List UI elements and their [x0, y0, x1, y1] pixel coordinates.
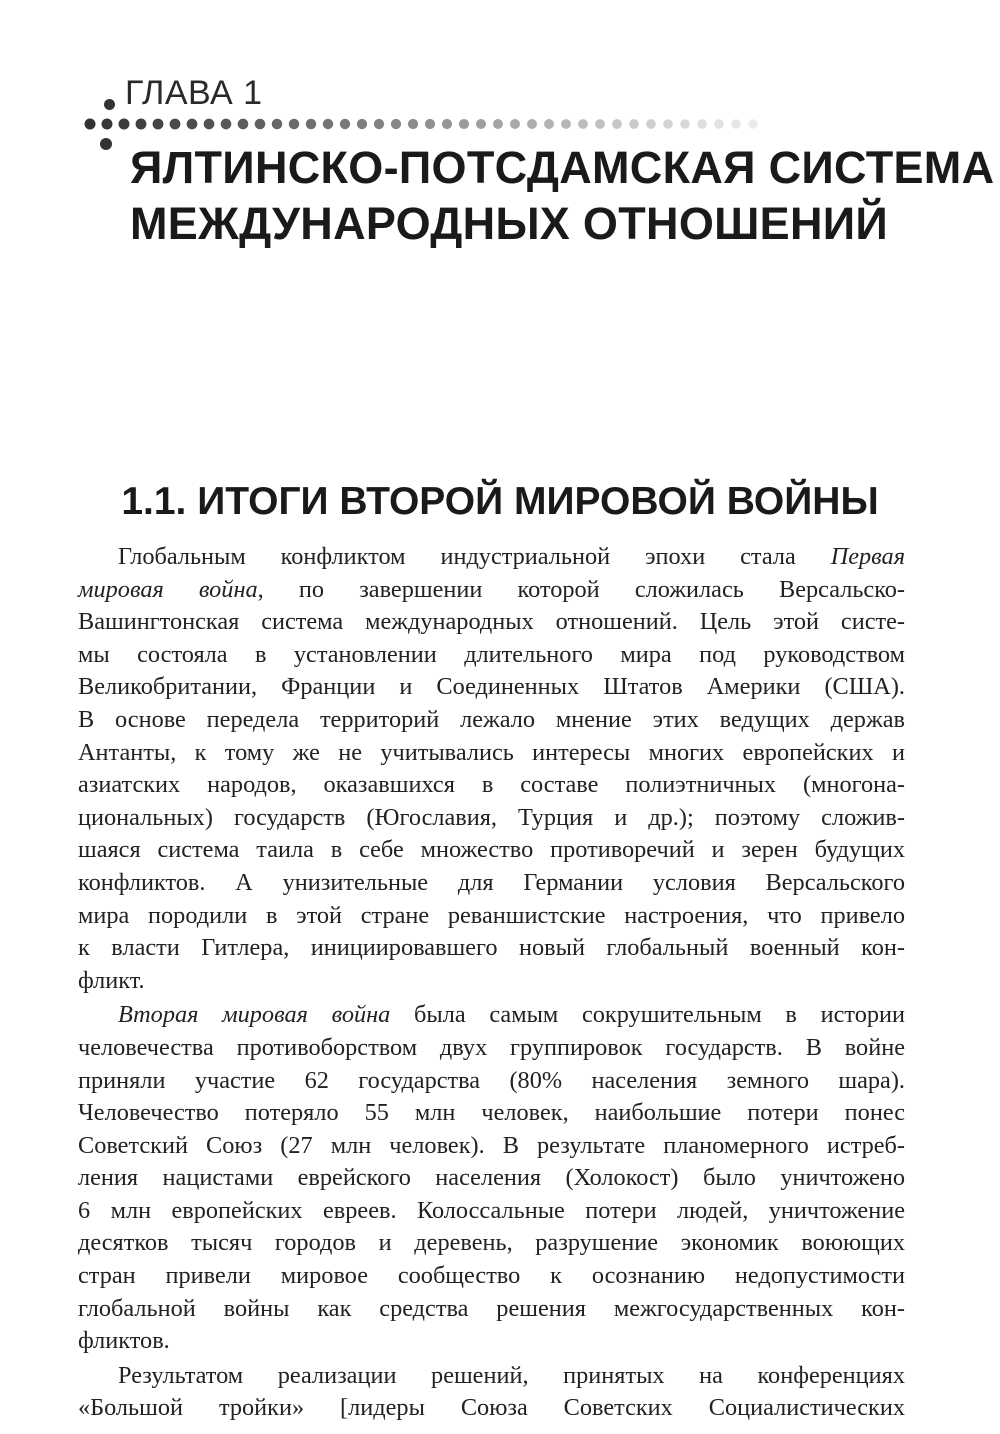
decorative-dot — [527, 119, 537, 129]
decorative-dot — [561, 119, 571, 129]
text-line: человечества противоборством двух группировок государств. В войне — [78, 1033, 905, 1061]
text-line: десятков тысяч городов и деревень, разрушение экономик воюющих — [78, 1229, 905, 1257]
decorative-dot — [391, 119, 401, 129]
text-line: мира породили в этой стране реваншистские настроения, что привело — [78, 901, 905, 929]
decorative-dot — [646, 119, 656, 129]
decorative-dot — [340, 119, 350, 129]
decorative-dot — [119, 119, 130, 130]
section-title: 1.1. ИТОГИ ВТОРОЙ МИРОВОЙ ВОЙНЫ — [121, 480, 879, 523]
chapter-title-line: МЕЖДУНАРОДНЫХ ОТНОШЕНИЙ — [130, 198, 889, 249]
text-line: конфликтов. А унизительные для Германии условия Версальского — [78, 868, 905, 896]
decorative-dot — [187, 119, 198, 130]
paragraph — [78, 1360, 905, 1425]
decorative-dot — [85, 119, 96, 130]
decorative-dot — [493, 119, 503, 129]
text-line: фликт. — [78, 966, 145, 994]
text-line: мировая война, по завершении которой сложилась Версальско- — [78, 575, 906, 603]
text-line: шаяся система таила в себе множество противоречий и зерен будущих — [78, 836, 905, 864]
decorative-dot — [374, 119, 384, 129]
decorative-dot — [170, 119, 181, 130]
decorative-dot — [714, 119, 723, 128]
text-line: Человечество потеряло 55 млн человек, наибольшие потери понес — [78, 1099, 905, 1127]
decorative-dot — [459, 119, 469, 129]
italic-term: мировая война — [78, 575, 258, 603]
text-line: Вашингтонская система международных отношений. Цель этой систе- — [78, 608, 905, 636]
paragraph — [78, 999, 905, 1358]
italic-term: Вторая мировая война — [118, 1001, 391, 1029]
decorative-dots — [84, 117, 784, 131]
decorative-dot — [629, 119, 639, 129]
text-line: Антанты, к тому же не учитывались интересы многих европейских и — [78, 738, 905, 766]
text-line: глобальной войны как средства решения межгосударственных кон- — [78, 1294, 905, 1322]
text-line: Вторая мировая война была самым сокрушительным в истории — [118, 1001, 905, 1029]
text-line: стран привели мировое сообщество к осознанию недопустимости — [78, 1262, 905, 1290]
text-line: Великобритании, Франции и Соединенных Штатов Америки (США). — [78, 673, 905, 701]
text-line: к власти Гитлера, инициировавшего новый глобальный военный кон- — [78, 934, 905, 962]
chapter-title — [130, 140, 994, 252]
decorative-dot — [680, 119, 690, 129]
decorative-dot — [102, 119, 113, 130]
decorative-dot — [595, 119, 605, 129]
text-line: циональных) государств (Югославия, Турция и др.); поэтому сложив- — [78, 803, 905, 831]
decorative-dot — [306, 119, 316, 129]
decorative-dot — [731, 119, 740, 128]
text-line: 6 млн европейских евреев. Колоссальные потери людей, уничтожение — [78, 1196, 905, 1224]
decorative-dot — [425, 119, 435, 129]
text-line: фликтов. — [78, 1327, 170, 1355]
decorative-dot — [578, 119, 588, 129]
decorative-dot — [221, 119, 232, 130]
text-line: ления нацистами еврейского населения (Холокост) было уничтожено — [78, 1164, 905, 1192]
decorative-dot — [272, 119, 283, 130]
decorative-dot — [544, 119, 554, 129]
text-line: азиатских народов, оказавшихся в составе полиэтничных (многона- — [78, 771, 905, 799]
decorative-dot — [323, 119, 333, 129]
body-text — [78, 541, 905, 1425]
decorative-dot — [748, 119, 757, 128]
decorative-dot — [612, 119, 622, 129]
text-line: Советский Союз (27 млн человек). В результате планомерного истреб- — [78, 1131, 905, 1159]
decorative-dot — [476, 119, 486, 129]
text-line: В основе передела территорий лежало мнение этих ведущих держав — [78, 705, 905, 733]
decorative-dot — [510, 119, 520, 129]
chapter-label: ГЛАВА 1 — [125, 74, 263, 112]
decorative-dot — [357, 119, 367, 129]
decorative-dot — [408, 119, 418, 129]
decorative-dot — [289, 119, 300, 130]
decorative-dot — [204, 119, 215, 130]
text-line: «Большой тройки» [лидеры Союза Советских Социалистических — [78, 1394, 905, 1422]
decorative-dot — [255, 119, 266, 130]
decorative-dot — [153, 119, 164, 130]
chapter-bullet-top — [104, 99, 115, 110]
chapter-bullet-bottom — [100, 138, 112, 150]
text-line: Результатом реализации решений, принятых на конференциях — [118, 1361, 905, 1389]
decorative-dot — [442, 119, 452, 129]
decorative-dot — [238, 119, 249, 130]
decorative-dot — [663, 119, 673, 129]
paragraph — [78, 541, 905, 997]
decorative-dot — [136, 119, 147, 130]
text-line: приняли участие 62 государства (80% населения земного шара). — [78, 1066, 905, 1094]
decorative-dot-row — [84, 117, 784, 131]
chapter-title-line: ЯЛТИНСКО-ПОТСДАМСКАЯ СИСТЕМА — [130, 142, 995, 193]
text-line: Глобальным конфликтом индустриальной эпохи стала Первая — [118, 543, 905, 570]
text-line: мы состояла в установлении длительного мира под руководством — [78, 640, 905, 668]
italic-term: Первая — [830, 543, 905, 570]
decorative-dot — [697, 119, 707, 129]
